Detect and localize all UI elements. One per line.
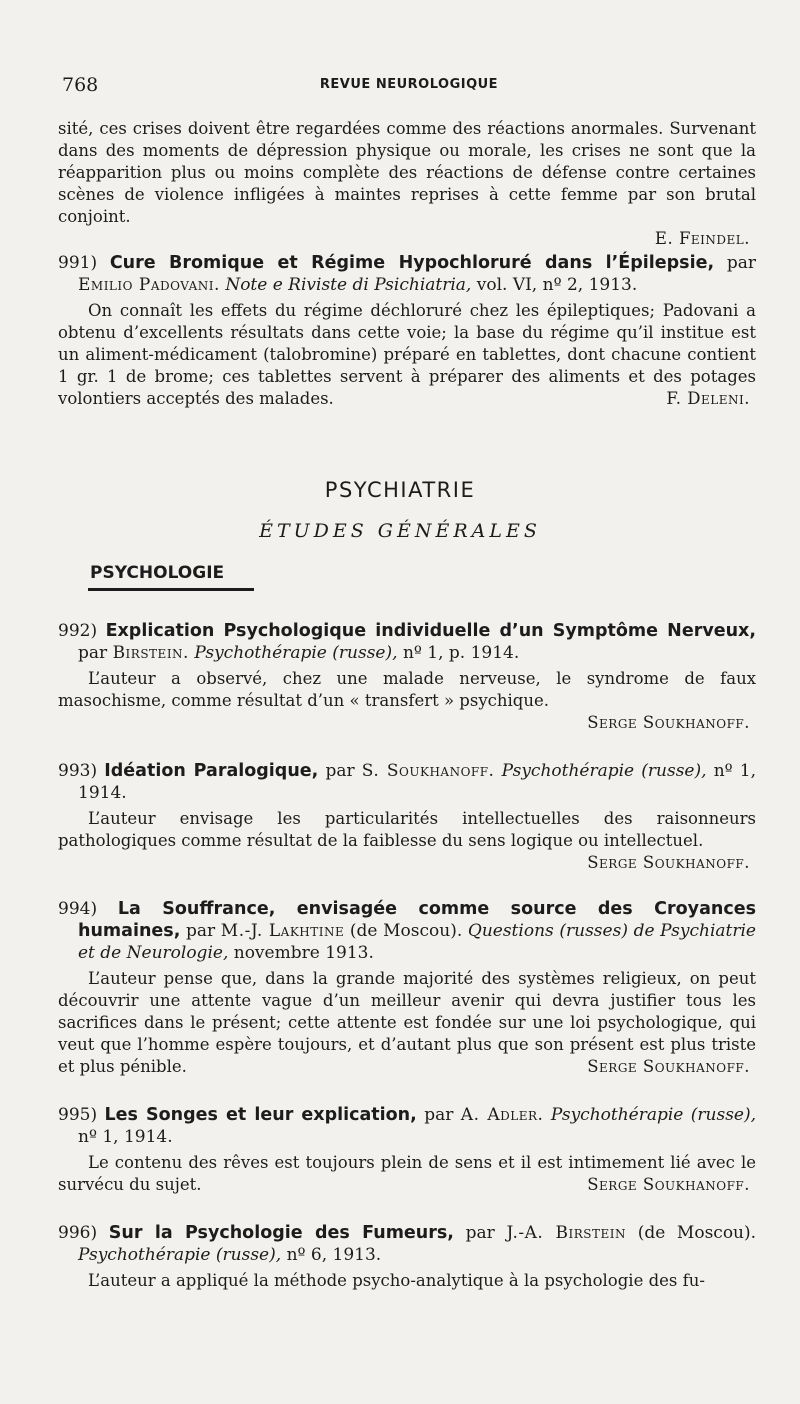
entry-993-signature: Serge Soukhanoff. [587,853,750,872]
entry-992-title: 992) Explication Psychologique individuelle d’un Symptôme Nerveux, par Birstein. Psychothérapie (russe), nº 1, p. 1914. [58,621,756,663]
subsection-heading: PSYCHOLOGIE [90,563,225,583]
entry-991-title: 991) Cure Bromique et Régime Hypochloruré dans l’Épilepsie, par Emilio Padovani. Note e Riviste di Psichiatria, vol. VI, nº 2, 1913. [58,253,757,295]
entry-994 [58,898,756,1078]
entry-993 [58,760,756,874]
entry-992 [58,620,756,734]
entry-992-text: L’auteur a observé, chez une malade nerveuse, le syndrome de faux masochisme, comme résultat d’un « transfert » psychique. [58,669,756,710]
entry-991-text: On connaît les effets du régime déchloruré chez les épileptiques; Padovani a obtenu d’excellents résultats dans cette voie; la base du régime qu’il institue est un aliment-médicament (talobromine) préparé en tablettes, dont chacune contient 1 gr. 1 de brome; ces tablettes servent à préparer des aliments et des potages volontiers acceptés des malades. [58,301,756,408]
entry-996-title: 996) Sur la Psychologie des Fumeurs, par J.-A. Birstein (de Moscou). Psychothérapie (russe), nº 6, 1913. [58,1223,757,1265]
entry-995-title: 995) Les Songes et leur explication, par A. Adler. Psychothérapie (russe), nº 1, 1914. [58,1105,757,1147]
section-subtitle: ÉTUDES GÉNÉRALES [259,520,541,542]
entry-995 [58,1104,756,1196]
entry-993-text: L’auteur envisage les particularités intellectuelles des raisonneurs pathologiques comme résultat de la faiblesse du sens logique ou intellectuel. [58,809,756,850]
section-title: PSYCHIATRIE [324,478,476,502]
entry-991 [58,252,756,410]
page-header [62,74,756,98]
entry-994-text: L’auteur pense que, dans la grande majorité des systèmes religieux, on peut découvrir une attente vague d’un meilleur avenir qui devra justifier tous les sacrifices dans le présent; cette attente est fondée sur une loi psychologique, qui veut que l’homme espère toujours, et d’autant plus que son présent est plus triste et plus pénible. [58,969,756,1076]
entry-992-signature: Serge Soukhanoff. [587,713,750,732]
entry-994-signature: Serge Soukhanoff. [587,1057,750,1076]
intro-paragraph [58,118,756,250]
entry-996 [58,1222,756,1292]
entry-996-text: L’auteur a appliqué la méthode psycho-analytique à la psychologie des fu- [88,1271,705,1290]
entry-991-signature: F. Deleni. [666,389,750,408]
intro-signature: E. Feindel. [654,229,750,248]
subsection-rule [88,588,254,591]
entry-993-title: 993) Idéation Paralogique, par S. Soukhanoff. Psychothérapie (russe), nº 1, 1914. [58,761,757,803]
entry-994-title: 994) La Souffrance, envisagée comme source des Croyances humaines, par M.-J. Lakhtine (de Moscou). Questions (russes) de Psychiatrie et de Neurologie, novembre 1913. [58,899,757,963]
entry-995-signature: Serge Soukhanoff. [587,1175,750,1194]
running-title: REVUE NEUROLOGIQUE [319,77,499,92]
page-number: 768 [62,74,99,96]
intro-text: sité, ces crises doivent être regardées comme des réactions anormales. Survenant dans des moments de dépression physique ou morale, les crises ne sont que la réapparition plus ou moins complète des réactions de défense contre certaines scènes de violence infligées à maintes reprises à cette femme par son brutal conjoint. [58,119,756,226]
entry-995-text: Le contenu des rêves est toujours plein de sens et il est intimement lié avec le survécu du sujet. [58,1153,756,1194]
